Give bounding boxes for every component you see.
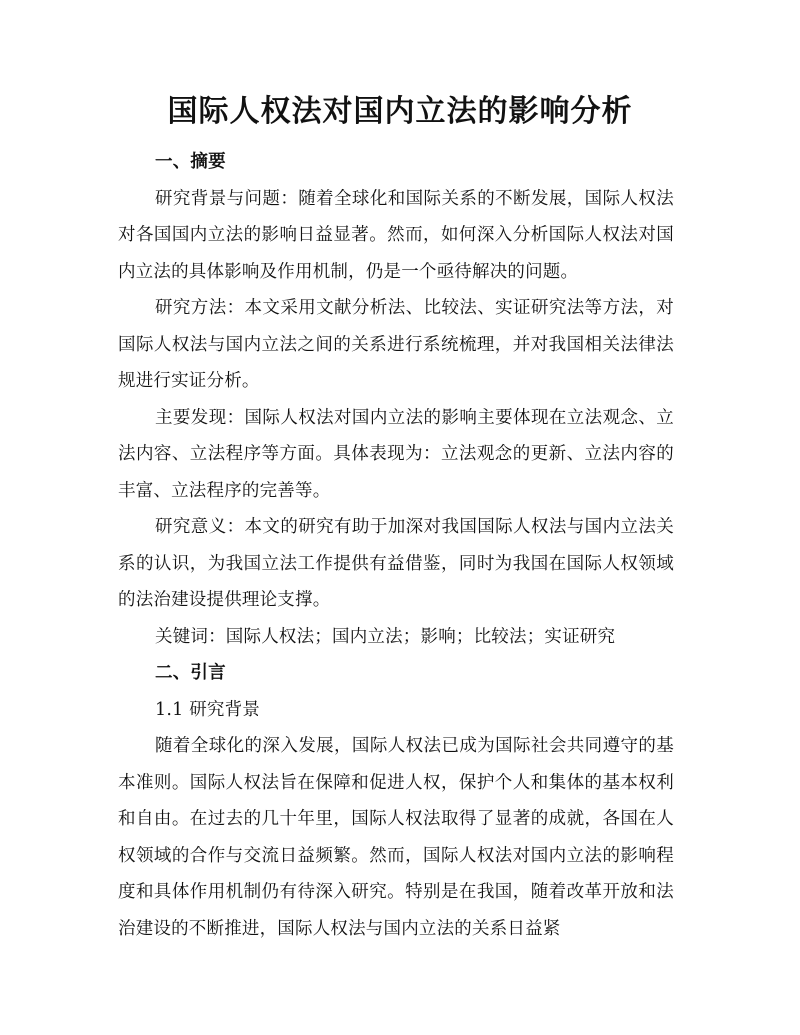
section-heading-introduction: 二、引言 xyxy=(155,663,226,683)
subsection-heading-research-background: 1.1 研究背景 xyxy=(155,699,260,720)
abstract-findings-paragraph: 主要发现：国际人权法对国内立法的影响主要体现在立法观念、立法内容、立法程序等方面。具体表现为：立法观念的更新、立法内容的丰富、立法程序的完善等。 xyxy=(118,407,674,501)
keywords-line: 关键词：国际人权法；国内立法；影响；比较法；实证研究 xyxy=(155,626,616,647)
introduction-body-paragraph: 随着全球化的深入发展，国际人权法已成为国际社会共同遵守的基本准则。国际人权法旨在保障和促进人权，保护个人和集体的基本权利和自由。在过去的几十年里，国际人权法取得了显著的成就，各国在人权领域的合作与交流日益频繁。然而，国际人权法对国内立法的影响程度和具体作用机制仍有待深入研究。特别是在我国，随着改革开放和法治建设的不断推进，国际人权法与国内立法的关系日益紧 xyxy=(118,736,674,939)
document-body xyxy=(118,144,674,947)
section-heading-abstract: 一、摘要 xyxy=(155,152,226,172)
document-title: 国际人权法对国内立法的影响分析 xyxy=(167,94,633,129)
abstract-methods-paragraph: 研究方法：本文采用文献分析法、比较法、实证研究法等方法，对国际人权法与国内立法之间的关系进行系统梳理，并对我国相关法律法规进行实证分析。 xyxy=(118,298,674,391)
abstract-significance-paragraph: 研究意义：本文的研究有助于加深对我国国际人权法与国内立法关系的认识，为我国立法工作提供有益借鉴，同时为我国在国际人权领域的法治建设提供理论支撑。 xyxy=(118,517,674,610)
abstract-background-paragraph: 研究背景与问题：随着全球化和国际关系的不断发展，国际人权法对各国国内立法的影响日益显著。然而，如何深入分析国际人权法对国内立法的具体影响及作用机制，仍是一个亟待解决的问题。 xyxy=(118,188,674,282)
